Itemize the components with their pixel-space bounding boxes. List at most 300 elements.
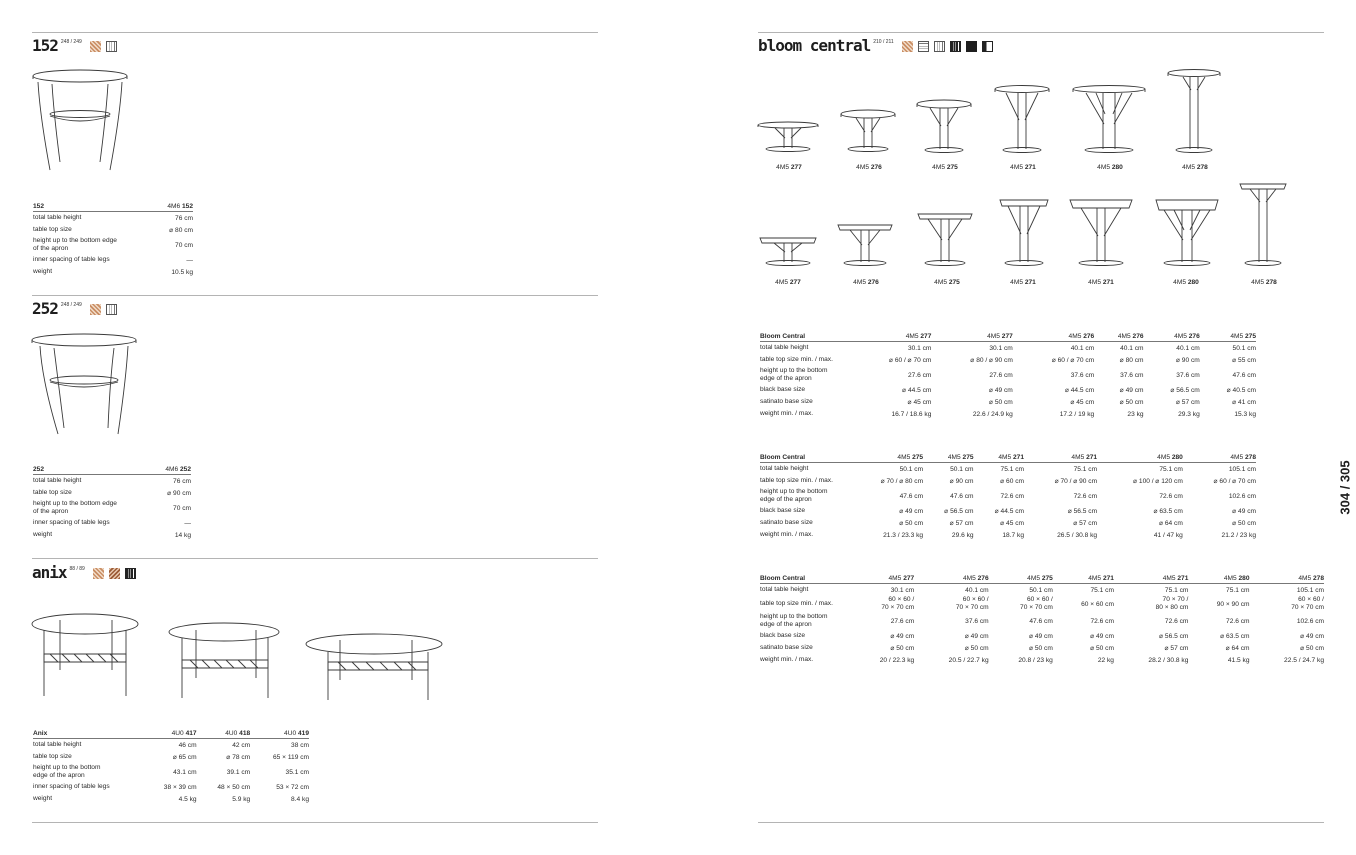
bloom-280-round-drawing: [1072, 84, 1148, 154]
row-label: height up to the bottom edge of the apron: [760, 488, 828, 503]
spec-table-252: [33, 466, 191, 541]
cell-value: 70 cm: [175, 241, 193, 249]
cell-value: ⌀ 57 cm: [1073, 520, 1098, 527]
black-swatch-icon: [125, 568, 136, 579]
table-row: [760, 366, 1256, 384]
cell-value: 75.1 cm: [1073, 465, 1098, 473]
table-row: [760, 463, 1256, 476]
table-row: [33, 212, 193, 225]
cell-value: 27.6 cm: [989, 371, 1013, 379]
cell-value: 29.3 kg: [1178, 410, 1200, 418]
bloom-271-square-large-drawing: [1068, 198, 1134, 266]
cell-value: 48 × 50 cm: [217, 783, 251, 791]
header-code: 4M5 280: [1097, 454, 1183, 463]
cell-value: ⌀ 90 cm: [1175, 357, 1200, 364]
cell-value: ⌀ 56.5 cm: [1159, 633, 1189, 640]
cell-value: 27.6 cm: [890, 617, 915, 625]
table-row: [33, 475, 191, 488]
section-name: 252: [32, 299, 58, 318]
bloom-code-label: 4M5 277: [775, 279, 801, 286]
cell-value: ⌀ 50 cm: [1090, 645, 1114, 652]
cell-value: ⌀ 56.5 cm: [944, 508, 974, 515]
cell-value: 20.5 / 22.7 kg: [948, 656, 989, 664]
cell-value: ⌀ 49 cm: [1090, 633, 1114, 640]
cell-value: 35.1 cm: [285, 768, 309, 776]
table-row: [33, 254, 193, 266]
cell-value: 22.6 / 24.9 kg: [972, 410, 1013, 418]
page-number: 304 / 305: [1337, 460, 1353, 515]
cell-value: 20.8 / 23 kg: [1018, 656, 1053, 664]
bloom-275-round-drawing: [916, 98, 974, 154]
cell-value: ⌀ 44.5 cm: [1064, 387, 1095, 394]
cell-value: 50.1 cm: [1029, 586, 1053, 594]
header-code: 4M5 271: [1024, 454, 1097, 463]
row-label: table top size min. / max.: [760, 600, 833, 607]
table-row: [760, 487, 1256, 505]
header-code: 4M5 277: [931, 333, 1012, 342]
row-label: total table height: [33, 477, 82, 484]
cell-value: 23 kg: [1127, 410, 1144, 418]
cell-value: 21.2 / 23 kg: [1221, 531, 1256, 539]
header-code: 4M5 271: [974, 454, 1024, 463]
table-row: [33, 517, 191, 529]
cell-value: 76 cm: [173, 477, 191, 485]
header-code: 4M5 276: [1094, 333, 1143, 342]
cell-value: ⌀ 80 cm: [1119, 357, 1144, 364]
row-label: weight: [33, 531, 53, 538]
row-label: black base size: [760, 507, 806, 514]
spec-table-bloom-3: [760, 575, 1324, 666]
header-code: 4M5 276: [914, 575, 988, 584]
cell-value: 41.5 kg: [1227, 656, 1250, 664]
header-code: 4M5 275: [850, 454, 923, 463]
table-row: [760, 384, 1256, 396]
row-label: height up to the bottom edge of the apron: [760, 613, 828, 628]
cell-value: ⌀ 57 cm: [1164, 645, 1189, 652]
cell-value: ⌀ 65 cm: [172, 754, 197, 761]
cell-value: 29.6 kg: [951, 531, 974, 539]
row-label: satinato base size: [760, 398, 813, 405]
row-label: satinato base size: [760, 519, 813, 526]
cell-value: 5.9 kg: [232, 795, 251, 803]
header-code: 4M5 271: [1114, 575, 1188, 584]
table-row: [760, 342, 1256, 355]
cell-value: ⌀ 100 / ⌀ 120 cm: [1133, 478, 1183, 485]
bloom-code-label: 4M5 277: [776, 164, 802, 171]
cell-value: 43.1 cm: [173, 768, 197, 776]
table-row: [760, 654, 1324, 666]
table-252-drawing: [28, 330, 143, 440]
row-label: total table height: [33, 741, 82, 748]
cell-value: 30.1 cm: [907, 344, 932, 352]
table-header-row: [760, 454, 1256, 463]
cell-value: 26.5 / 30.8 kg: [1057, 531, 1098, 539]
cell-value: 40.1 cm: [965, 586, 989, 594]
table-row: [760, 630, 1324, 642]
header-code: 4M5 280: [1188, 575, 1249, 584]
cell-value: 17.2 / 19 kg: [1059, 410, 1095, 418]
section-name: anix: [32, 563, 67, 582]
table-row: [760, 354, 1256, 366]
section-title-bloom-central: [758, 37, 995, 55]
table-row: [760, 505, 1256, 517]
bloom-code-label: 4M5 271: [1010, 279, 1036, 286]
cell-value: 72.6 cm: [1159, 492, 1183, 500]
header-code: 4M5 278: [1183, 454, 1256, 463]
bloom-code-label: 4M5 275: [934, 279, 960, 286]
cell-value: ⌀ 55 cm: [1232, 357, 1256, 364]
row-label: table top size: [33, 489, 72, 496]
cell-value: 40.1 cm: [1070, 344, 1095, 352]
header-code: 4M5 277: [850, 333, 931, 342]
cell-value: ⌀ 90 cm: [949, 478, 974, 485]
table-row: [33, 763, 309, 781]
bloom-code-label: 4M5 275: [932, 164, 958, 171]
cell-value: 75.1 cm: [1226, 586, 1250, 594]
header-code: 4U0 419: [250, 730, 309, 739]
cell-value: 28.2 / 30.8 kg: [1148, 656, 1189, 664]
table-header-row: [760, 575, 1324, 584]
pattern-swatch-icon: [918, 41, 929, 52]
cell-value: ⌀ 63.5 cm: [1220, 633, 1250, 640]
header-code: 4M5 275: [1200, 333, 1256, 342]
header-code: 4M5 275: [989, 575, 1053, 584]
cell-value: 30.1 cm: [890, 586, 915, 594]
spec-table-bloom-1: [760, 333, 1256, 420]
row-label: height up to the bottom edge of the apron: [33, 237, 117, 252]
bloom-275-square-drawing: [916, 212, 974, 266]
cell-value: 72.6 cm: [1000, 492, 1024, 500]
cell-value: ⌀ 49 cm: [890, 633, 915, 640]
table-header-row: [33, 730, 309, 739]
cell-value: 39.1 cm: [226, 768, 251, 776]
header-model: Bloom Central: [760, 575, 850, 584]
bloom-271-round-drawing: [994, 84, 1052, 154]
cell-value: 47.6 cm: [950, 492, 974, 500]
cell-value: ⌀ 64 cm: [1225, 645, 1250, 652]
table-row: [760, 612, 1324, 630]
cell-value: 60 × 60 / 70 × 70 cm: [1291, 596, 1324, 611]
anix-418-drawing: [168, 620, 283, 702]
cell-value: 50.1 cm: [1232, 344, 1256, 352]
section-title-anix: [32, 564, 138, 582]
row-label: inner spacing of table legs: [33, 256, 110, 263]
cell-value: 60 × 60 / 70 × 70 cm: [881, 596, 915, 611]
table-row: [33, 781, 309, 793]
row-label: satinato base size: [760, 644, 813, 651]
cell-value: 8.4 kg: [291, 795, 309, 803]
table-row: [760, 584, 1324, 597]
cell-value: ⌀ 45 cm: [907, 399, 932, 406]
bloom-code-label: 4M5 280: [1097, 164, 1123, 171]
section-rule: [32, 295, 598, 296]
table-row: [760, 596, 1324, 612]
cell-value: 37.6 cm: [1070, 371, 1095, 379]
cell-value: ⌀ 49 cm: [1119, 387, 1144, 394]
cell-value: —: [184, 519, 191, 527]
cell-value: 75.1 cm: [1000, 465, 1024, 473]
anix-419-drawing: [304, 632, 444, 704]
finish-swatch-icon: [106, 41, 117, 52]
cell-value: 14 kg: [174, 531, 191, 539]
cell-value: ⌀ 56.5 cm: [1170, 387, 1200, 394]
cell-value: 37.6 cm: [965, 617, 989, 625]
cell-value: 70 × 70 / 80 × 80 cm: [1155, 596, 1189, 611]
cell-value: ⌀ 41 cm: [1232, 399, 1256, 406]
table-row: [760, 642, 1324, 654]
bloom-276-square-drawing: [836, 223, 894, 266]
top-rule-left: [32, 32, 598, 33]
cell-value: 65 × 119 cm: [273, 753, 309, 761]
cell-value: ⌀ 64 cm: [1159, 520, 1183, 527]
cell-value: 37.6 cm: [1176, 371, 1200, 379]
cell-value: 90 × 90 cm: [1216, 600, 1250, 608]
row-label: height up to the bottom edge of the apron: [33, 500, 117, 515]
cell-value: ⌀ 57 cm: [1175, 399, 1200, 406]
cell-value: ⌀ 44.5 cm: [902, 387, 932, 394]
cell-value: ⌀ 50 cm: [964, 645, 989, 652]
cell-value: 40.1 cm: [1176, 344, 1200, 352]
section-title-252: [32, 300, 119, 318]
cell-value: 60 × 60 cm: [1081, 600, 1114, 608]
section-title-152: [32, 37, 119, 55]
spec-table-anix: [33, 730, 309, 805]
cell-value: 20 / 22.3 kg: [879, 656, 915, 664]
cell-value: 42 cm: [232, 741, 251, 749]
cell-value: ⌀ 49 cm: [964, 633, 989, 640]
header-code: 4M6 252: [154, 466, 191, 475]
cell-value: —: [186, 256, 193, 264]
cell-value: 15.3 kg: [1234, 410, 1256, 418]
cell-value: 60 × 60 / 70 × 70 cm: [1020, 596, 1053, 611]
row-label: table top size: [33, 226, 72, 233]
cell-value: ⌀ 70 / ⌀ 80 cm: [880, 478, 924, 485]
header-model: 152: [33, 203, 156, 212]
table-row: [760, 517, 1256, 529]
dark-wood-swatch-icon: [109, 568, 120, 579]
row-label: total table height: [33, 214, 82, 221]
row-label: black base size: [760, 632, 806, 639]
satinato-swatch-icon: [982, 41, 993, 52]
row-label: weight min. / max.: [760, 656, 814, 663]
cell-value: 41 / 47 kg: [1153, 531, 1183, 539]
bloom-code-label: 4M5 276: [853, 279, 879, 286]
cell-value: 105.1 cm: [1228, 465, 1256, 473]
cell-value: 21.3 / 23.3 kg: [883, 531, 924, 539]
cell-value: 76 cm: [175, 214, 193, 222]
row-label: weight min. / max.: [760, 410, 814, 417]
header-code: 4M5 271: [1053, 575, 1114, 584]
cell-value: 4.5 kg: [178, 795, 197, 803]
black-stripe-swatch-icon: [950, 41, 961, 52]
header-model: Bloom Central: [760, 454, 850, 463]
cell-value: 72.6 cm: [1164, 617, 1189, 625]
table-row: [760, 529, 1256, 541]
bloom-276-round-drawing: [840, 108, 898, 153]
row-label: weight min. / max.: [760, 531, 814, 538]
row-label: inner spacing of table legs: [33, 519, 110, 526]
bottom-rule-right: [758, 822, 1324, 823]
table-row: [760, 408, 1256, 420]
cell-value: 22 kg: [1097, 656, 1114, 664]
bloom-code-label: 4M5 278: [1182, 164, 1208, 171]
cell-value: ⌀ 60 cm: [1000, 478, 1024, 485]
spec-table-152: [33, 203, 193, 278]
row-label: total table height: [760, 465, 809, 472]
header-code: 4M5 276: [1144, 333, 1200, 342]
cell-value: 102.6 cm: [1228, 492, 1256, 500]
bottom-rule-left: [32, 822, 598, 823]
cell-value: ⌀ 44.5 cm: [994, 508, 1024, 515]
cell-value: 53 × 72 cm: [276, 783, 309, 791]
section-name: 152: [32, 36, 58, 55]
cell-value: ⌀ 50 cm: [1232, 520, 1256, 527]
bloom-code-label: 4M5 271: [1010, 164, 1036, 171]
row-label: height up to the bottom edge of the apron: [33, 764, 101, 779]
cell-value: ⌀ 63.5 cm: [1153, 508, 1183, 515]
cell-value: 47.6 cm: [1232, 371, 1256, 379]
row-label: table top size min. / max.: [760, 477, 833, 484]
anix-417-drawing: [30, 610, 142, 700]
cell-value: 75.1 cm: [1159, 465, 1183, 473]
cell-value: 16.7 / 18.6 kg: [891, 410, 932, 418]
bloom-280-square-drawing: [1154, 198, 1220, 266]
cell-value: ⌀ 80 cm: [169, 227, 193, 234]
header-code: 4U0 417: [143, 730, 197, 739]
page-ref: 88 / 89: [69, 566, 85, 572]
finish-swatch-icon: [934, 41, 945, 52]
header-model: Anix: [33, 730, 143, 739]
row-label: height up to the bottom edge of the apron: [760, 367, 828, 382]
page-ref: 248 / 249: [60, 302, 82, 308]
cell-value: 60 × 60 / 70 × 70 cm: [955, 596, 989, 611]
cell-value: ⌀ 70 / ⌀ 90 cm: [1054, 478, 1098, 485]
cell-value: ⌀ 56.5 cm: [1067, 508, 1098, 515]
header-code: 4M5 276: [1013, 333, 1094, 342]
table-row: [33, 739, 309, 752]
cell-value: ⌀ 50 cm: [890, 645, 915, 652]
table-header-row: [33, 203, 193, 212]
bloom-code-label: 4M5 276: [856, 164, 882, 171]
bloom-271-square-drawing: [998, 198, 1050, 266]
wood-swatch-icon: [90, 41, 101, 52]
table-row: [33, 499, 191, 517]
cell-value: ⌀ 49 cm: [1029, 633, 1053, 640]
section-name: bloom central: [758, 36, 871, 55]
cell-value: ⌀ 50 cm: [1029, 645, 1053, 652]
table-152-drawing: [28, 66, 138, 176]
cell-value: ⌀ 45 cm: [1070, 399, 1095, 406]
cell-value: 72.6 cm: [1073, 492, 1098, 500]
table-row: [33, 529, 191, 541]
cell-value: 18.7 kg: [1002, 531, 1024, 539]
cell-value: 47.6 cm: [899, 492, 924, 500]
cell-value: 22.5 / 24.7 kg: [1284, 656, 1324, 664]
header-code: 4M5 277: [850, 575, 914, 584]
header-code: 4M6 152: [156, 203, 194, 212]
wood-swatch-icon: [93, 568, 104, 579]
row-label: black base size: [760, 386, 806, 393]
cell-value: ⌀ 57 cm: [949, 520, 974, 527]
cell-value: 72.6 cm: [1090, 617, 1114, 625]
cell-value: 38 × 39 cm: [163, 783, 197, 791]
table-row: [33, 266, 193, 278]
bloom-code-label: 4M5 280: [1173, 279, 1199, 286]
cell-value: ⌀ 80 / ⌀ 90 cm: [970, 357, 1013, 364]
table-row: [760, 396, 1256, 408]
cell-value: 102.6 cm: [1296, 617, 1324, 625]
table-header-row: [33, 466, 191, 475]
row-label: weight: [33, 268, 53, 275]
cell-value: ⌀ 60 / ⌀ 70 cm: [889, 357, 932, 364]
cell-value: 10.5 kg: [171, 268, 193, 276]
table-row: [33, 224, 193, 236]
bloom-278-square-drawing: [1238, 182, 1288, 266]
cell-value: 38 cm: [291, 741, 309, 749]
cell-value: 75.1 cm: [1090, 586, 1114, 594]
bloom-277-square-drawing: [758, 236, 818, 266]
cell-value: ⌀ 50 cm: [1119, 399, 1144, 406]
cell-value: ⌀ 50 cm: [899, 520, 924, 527]
row-label: table top size: [33, 753, 72, 760]
cell-value: ⌀ 60 / ⌀ 70 cm: [1051, 357, 1095, 364]
cell-value: 50.1 cm: [950, 465, 974, 473]
cell-value: 46 cm: [178, 741, 197, 749]
cell-value: ⌀ 45 cm: [1000, 520, 1024, 527]
cell-value: 75.1 cm: [1164, 586, 1189, 594]
header-code: 4M5 278: [1250, 575, 1325, 584]
row-label: table top size min. / max.: [760, 356, 833, 363]
spec-table-bloom-2: [760, 454, 1256, 541]
table-row: [33, 793, 309, 805]
section-rule: [32, 558, 598, 559]
cell-value: ⌀ 49 cm: [1232, 508, 1256, 515]
row-label: total table height: [760, 586, 809, 593]
cell-value: ⌀ 40.5 cm: [1226, 387, 1256, 394]
page-ref: 248 / 249: [60, 39, 82, 45]
cell-value: ⌀ 49 cm: [899, 508, 924, 515]
header-code: 4U0 418: [197, 730, 251, 739]
row-label: weight: [33, 795, 53, 802]
cell-value: 27.6 cm: [907, 371, 932, 379]
table-header-row: [760, 333, 1256, 342]
row-label: total table height: [760, 344, 809, 351]
cell-value: 30.1 cm: [989, 344, 1013, 352]
cell-value: ⌀ 50 cm: [1300, 645, 1324, 652]
wood-swatch-icon: [902, 41, 913, 52]
top-rule-right: [758, 32, 1324, 33]
cell-value: ⌀ 49 cm: [989, 387, 1013, 394]
table-row: [760, 475, 1256, 487]
cell-value: 72.6 cm: [1226, 617, 1250, 625]
cell-value: 47.6 cm: [1029, 617, 1053, 625]
page-ref: 210 / 211: [873, 39, 894, 45]
cell-value: 50.1 cm: [899, 465, 924, 473]
header-model: 252: [33, 466, 154, 475]
header-model: Bloom Central: [760, 333, 850, 342]
wood-swatch-icon: [90, 304, 101, 315]
cell-value: 70 cm: [173, 504, 191, 512]
bloom-code-label: 4M5 271: [1088, 279, 1114, 286]
cell-value: 40.1 cm: [1120, 344, 1144, 352]
finish-swatch-icon: [106, 304, 117, 315]
black-swatch-icon: [966, 41, 977, 52]
table-row: [33, 487, 191, 499]
cell-value: 105.1 cm: [1296, 586, 1324, 594]
cell-value: ⌀ 49 cm: [1300, 633, 1324, 640]
cell-value: ⌀ 60 / ⌀ 70 cm: [1213, 478, 1256, 485]
cell-value: ⌀ 50 cm: [989, 399, 1013, 406]
